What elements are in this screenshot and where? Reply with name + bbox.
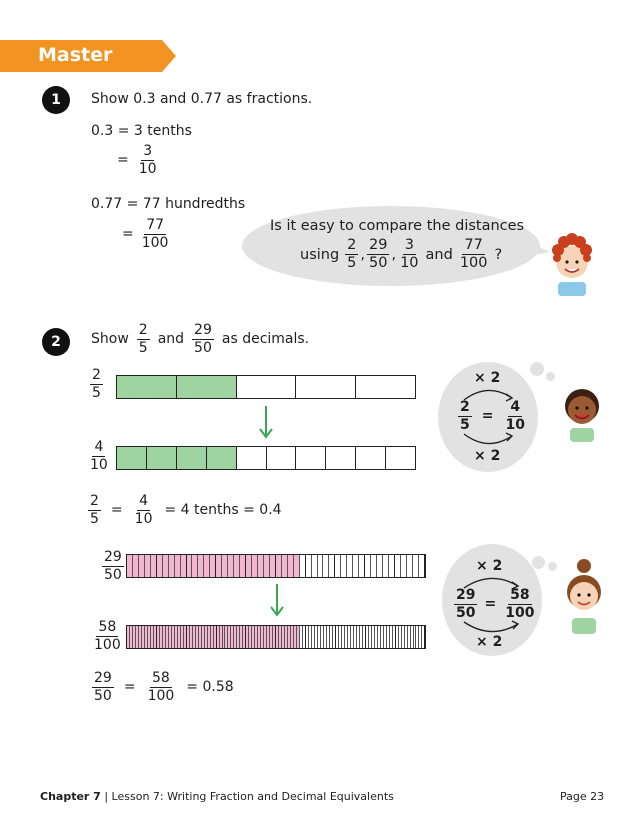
bar-segment <box>117 447 147 469</box>
fraction-bar-hundredths <box>126 625 426 649</box>
bar-segment <box>237 447 267 469</box>
speech-using: using <box>300 246 340 263</box>
bar-segment <box>117 376 177 398</box>
bar-segment <box>237 376 297 398</box>
bar-segment <box>386 447 415 469</box>
q1-fraction-1-row <box>117 144 161 176</box>
bar-segment <box>267 447 297 469</box>
equals-sign: = <box>117 152 129 169</box>
denominator: 10 <box>138 160 157 177</box>
thought-dot <box>548 562 557 571</box>
bar-segment <box>296 447 326 469</box>
fraction-77-100 <box>140 218 171 250</box>
footer-chapter: Chapter 7 <box>40 790 101 803</box>
bar4-label: $\frac{58}{100}$ <box>94 619 121 653</box>
q1-prompt: Show 0.3 and 0.77 as fractions. <box>91 91 313 107</box>
footer-lesson: Lesson 7: Writing Fraction and Decimal Equivalents <box>111 790 394 803</box>
prompt-and: and <box>157 331 185 348</box>
bar-segment <box>422 626 425 648</box>
numerator: 3 <box>143 143 153 159</box>
bar3-label: $\frac{29}{50}$ <box>104 549 122 583</box>
down-arrow-icon <box>269 584 285 618</box>
question-number-1: 1 <box>42 86 70 114</box>
bar-segment <box>419 555 425 577</box>
footer-left <box>40 790 394 803</box>
comma: , <box>391 246 397 263</box>
multiplier-bottom: × 2 <box>474 448 501 464</box>
equals-sign: = <box>123 679 136 696</box>
banner-title: Master <box>38 44 113 66</box>
thought-dot <box>546 372 555 381</box>
fraction-29-50: $\frac{29}{50}$ <box>194 322 212 356</box>
equation-a: $\frac{2}{5}$ = $\frac{4}{10}$ = 4 tenths = 0.4 <box>90 493 282 527</box>
thought-dot <box>532 556 545 569</box>
q1-fraction-2-row <box>122 218 172 250</box>
fraction-bar-fiftieths <box>126 554 426 578</box>
footer-separator: | <box>104 790 109 803</box>
fraction-3-10: $\frac{3}{10}$ <box>400 237 419 272</box>
bar2-label: $\frac{4}{10}$ <box>90 439 108 473</box>
prompt-show: Show <box>91 331 129 348</box>
bar-segment <box>326 447 356 469</box>
curly-hair-boy-face <box>548 228 596 296</box>
question-mark: ? <box>494 246 503 263</box>
q2-prompt <box>91 323 309 355</box>
equals-sign: = <box>110 502 123 519</box>
bar1-label: $\frac{2}{5}$ <box>92 367 101 401</box>
equation-b-result: = 0.58 <box>186 679 234 696</box>
down-arrow-icon <box>258 406 274 440</box>
bar-segment <box>296 376 356 398</box>
bar-segment <box>356 447 386 469</box>
numerator: 77 <box>146 217 165 233</box>
bar-segment <box>177 376 237 398</box>
fraction-77-100: $\frac{77}{100}$ <box>459 237 488 272</box>
equals-sign: = <box>122 226 134 243</box>
equation-a-result: = 4 tenths = 0.4 <box>164 502 282 519</box>
speech-line-2 <box>300 238 502 271</box>
speech-bubble-tail <box>528 238 550 260</box>
thought-2-equation: $\frac{29}{50}$ = $\frac{58}{100}$ <box>456 587 535 621</box>
boy-face <box>558 378 606 442</box>
curved-arrow-icon <box>460 432 516 448</box>
multiplier-bottom: × 2 <box>476 634 503 650</box>
bar-segment <box>356 376 415 398</box>
bar-segment <box>207 447 237 469</box>
comma: , <box>360 246 366 263</box>
denominator: 100 <box>141 234 169 251</box>
fraction-bar-fifths <box>116 375 416 399</box>
multiplier-top: × 2 <box>476 558 503 574</box>
thought-1-equation: $\frac{2}{5}$ = $\frac{4}{10}$ <box>460 399 525 433</box>
girl-with-bun-face <box>560 556 608 634</box>
fraction-bar-tenths <box>116 446 416 470</box>
q1-line1: 0.3 = 3 tenths <box>91 123 192 139</box>
speech-line-1: Is it easy to compare the distances <box>270 218 525 234</box>
fraction-2-5: $\frac{2}{5}$ <box>347 237 357 272</box>
equation-b: $\frac{29}{50}$ = $\frac{58}{100}$ = 0.58 <box>94 670 234 704</box>
bar-segment <box>177 447 207 469</box>
prompt-end: as decimals. <box>221 331 310 348</box>
bar-segment <box>147 447 177 469</box>
q1-line2: 0.77 = 77 hundredths <box>91 196 246 212</box>
multiplier-top: × 2 <box>474 370 501 386</box>
speech-and: and <box>425 246 453 263</box>
fraction-2-5: $\frac{2}{5}$ <box>138 322 148 356</box>
fraction-29-50: $\frac{29}{50}$ <box>369 237 388 272</box>
thought-dot <box>530 362 544 376</box>
question-number-2: 2 <box>42 328 70 356</box>
page-number: Page 23 <box>560 790 605 803</box>
fraction-3-10 <box>137 144 159 176</box>
